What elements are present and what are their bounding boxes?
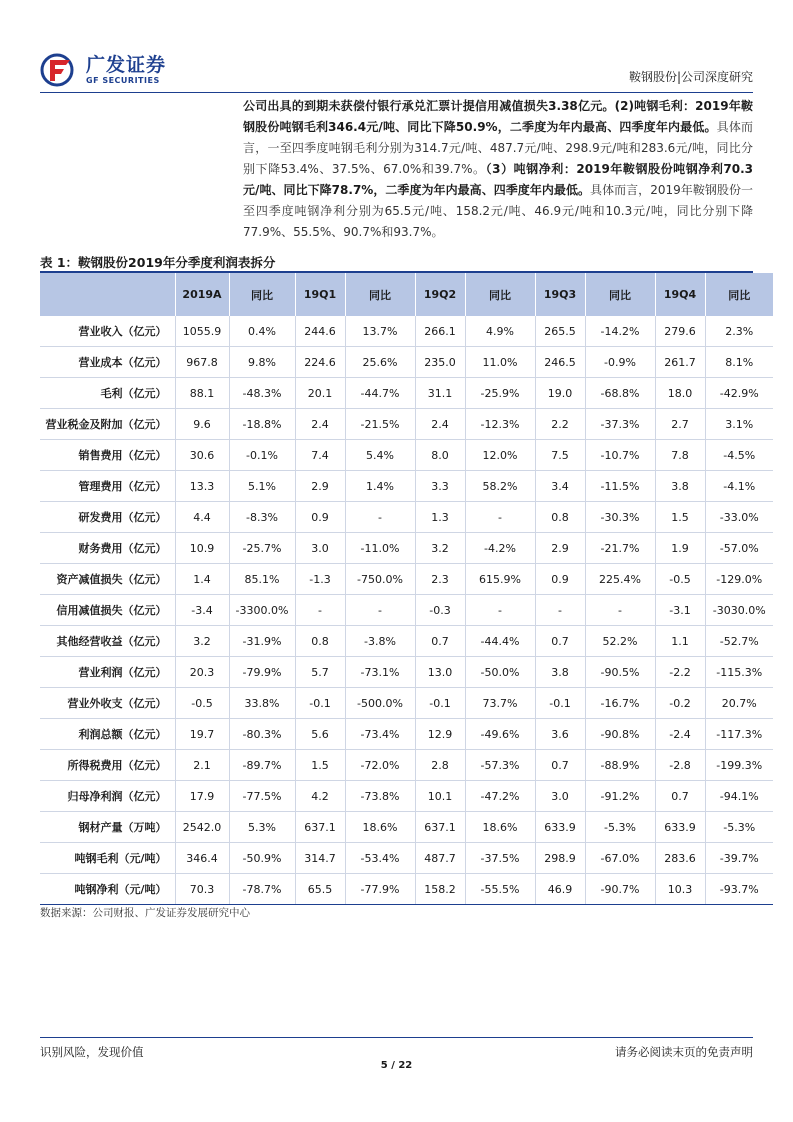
table-cell: 2.9 [535, 533, 585, 564]
table-cell: -30.3% [585, 502, 655, 533]
table-cell: 18.6% [345, 812, 415, 843]
table-cell: 5.4% [345, 440, 415, 471]
table-cell: 33.8% [229, 688, 295, 719]
table-cell: -73.8% [345, 781, 415, 812]
table-cell: 52.2% [585, 626, 655, 657]
column-header: 19Q4 [655, 273, 705, 316]
table-cell: -53.4% [345, 843, 415, 874]
table-cell: - [465, 595, 535, 626]
table-cell: -47.2% [465, 781, 535, 812]
table-cell: 5.1% [229, 471, 295, 502]
logo-chinese-name: 广发证券 [86, 54, 167, 76]
table-cell: -48.3% [229, 378, 295, 409]
table-cell: -73.4% [345, 719, 415, 750]
logo-english-name: GF SECURITIES [86, 76, 160, 85]
table-cell: 1.9 [655, 533, 705, 564]
table-cell: 2.3 [415, 564, 465, 595]
table-cell: -8.3% [229, 502, 295, 533]
table-cell: 225.4% [585, 564, 655, 595]
body-text-bold-3: （3）吨钢净利：2019年鞍钢股份吨钢净利70.3元/吨、同比下降78.7%，二季度为年内最高、四季度年内最低。 [243, 162, 753, 197]
table-cell: -72.0% [345, 750, 415, 781]
row-label: 研发费用（亿元） [40, 502, 175, 533]
table-cell: -16.7% [585, 688, 655, 719]
data-source-note: 数据来源：公司财报、广发证券发展研究中心 [40, 907, 250, 919]
row-label: 归母净利润（亿元） [40, 781, 175, 812]
table-cell: 20.7% [705, 688, 773, 719]
table-cell: -0.9% [585, 347, 655, 378]
company-logo [40, 52, 166, 88]
column-header: 19Q2 [415, 273, 465, 316]
table-cell: -44.4% [465, 626, 535, 657]
table-cell: 10.9 [175, 533, 229, 564]
table-cell: 2.7 [655, 409, 705, 440]
table-cell: -33.0% [705, 502, 773, 533]
table-cell: 2.9 [295, 471, 345, 502]
table-cell: 2542.0 [175, 812, 229, 843]
table-cell: 3.2 [175, 626, 229, 657]
row-label: 财务费用（亿元） [40, 533, 175, 564]
table-cell: 1.5 [655, 502, 705, 533]
table-cell: -94.1% [705, 781, 773, 812]
table-cell: 3.6 [535, 719, 585, 750]
table-cell: 9.6 [175, 409, 229, 440]
table-cell: - [585, 595, 655, 626]
table-cell: 18.6% [465, 812, 535, 843]
table-row [40, 626, 773, 657]
table-cell: 7.5 [535, 440, 585, 471]
table-row [40, 595, 773, 626]
table-cell: -90.5% [585, 657, 655, 688]
table-cell: -67.0% [585, 843, 655, 874]
table-cell: 244.6 [295, 316, 345, 347]
table-cell: -5.3% [705, 812, 773, 843]
table-cell: -79.9% [229, 657, 295, 688]
column-header: 19Q1 [295, 273, 345, 316]
row-label: 资产减值损失（亿元） [40, 564, 175, 595]
table-cell: 12.0% [465, 440, 535, 471]
table-cell: 2.4 [295, 409, 345, 440]
table-cell: -88.9% [585, 750, 655, 781]
table-cell: 3.2 [415, 533, 465, 564]
table-cell: 0.9 [535, 564, 585, 595]
table-cell: 3.4 [535, 471, 585, 502]
table-cell: -0.2 [655, 688, 705, 719]
table-cell: 0.7 [415, 626, 465, 657]
table-cell: 18.0 [655, 378, 705, 409]
table-row [40, 533, 773, 564]
table-cell: -80.3% [229, 719, 295, 750]
table-cell: 3.0 [295, 533, 345, 564]
footer-disclaimer: 请务必阅读末页的免责声明 [615, 1045, 753, 1059]
table-cell: 637.1 [415, 812, 465, 843]
table-row [40, 502, 773, 533]
page-number: 5 / 22 [380, 1060, 413, 1071]
profit-statement-table [40, 273, 773, 905]
table-cell: 158.2 [415, 874, 465, 905]
table-cell: -199.3% [705, 750, 773, 781]
table-cell: - [295, 595, 345, 626]
table-cell: -2.8 [655, 750, 705, 781]
table-row [40, 750, 773, 781]
table-cell: -21.7% [585, 533, 655, 564]
table-cell: 1.4% [345, 471, 415, 502]
table-cell: 2.2 [535, 409, 585, 440]
table-cell: 5.7 [295, 657, 345, 688]
table-cell: -37.5% [465, 843, 535, 874]
table-cell: -68.8% [585, 378, 655, 409]
table-cell: 7.8 [655, 440, 705, 471]
table-cell: 0.7 [535, 750, 585, 781]
table-cell: 0.9 [295, 502, 345, 533]
table-cell: -4.5% [705, 440, 773, 471]
column-header: 同比 [465, 273, 535, 316]
table-cell: -11.0% [345, 533, 415, 564]
table-cell: 487.7 [415, 843, 465, 874]
table-cell: 261.7 [655, 347, 705, 378]
table-cell: -57.3% [465, 750, 535, 781]
table-row [40, 409, 773, 440]
row-label: 所得税费用（亿元） [40, 750, 175, 781]
table-cell: -0.5 [655, 564, 705, 595]
table-cell: 1.3 [415, 502, 465, 533]
table-cell: -90.8% [585, 719, 655, 750]
table-cell: 88.1 [175, 378, 229, 409]
header-divider [40, 92, 753, 93]
table-cell: 4.2 [295, 781, 345, 812]
row-label: 营业税金及附加（亿元） [40, 409, 175, 440]
table-cell: 0.4% [229, 316, 295, 347]
table-cell: 2.3% [705, 316, 773, 347]
column-header: 2019A [175, 273, 229, 316]
table-cell: 967.8 [175, 347, 229, 378]
table-cell: -2.4 [655, 719, 705, 750]
table-cell: 4.4 [175, 502, 229, 533]
table-cell: 70.3 [175, 874, 229, 905]
table-cell: 58.2% [465, 471, 535, 502]
table-cell: -42.9% [705, 378, 773, 409]
table-cell: 46.9 [535, 874, 585, 905]
table-cell: 8.0 [415, 440, 465, 471]
table-cell: -37.3% [585, 409, 655, 440]
table-cell: -0.1 [535, 688, 585, 719]
table-cell: -1.3 [295, 564, 345, 595]
table-cell: -129.0% [705, 564, 773, 595]
table-cell: -93.7% [705, 874, 773, 905]
table-cell: 633.9 [655, 812, 705, 843]
table-cell: - [535, 595, 585, 626]
table-cell: 3.8 [535, 657, 585, 688]
table-cell: -31.9% [229, 626, 295, 657]
row-label: 管理费用（亿元） [40, 471, 175, 502]
table-cell: -78.7% [229, 874, 295, 905]
table-cell: 1.4 [175, 564, 229, 595]
table-row [40, 378, 773, 409]
table-cell: -2.2 [655, 657, 705, 688]
body-text-regular-2: 具体而言，2019年鞍钢股份一至四季度吨钢净利分别为65.5元/吨、158.2元/吨、46.9元/吨和10.3元/吨，同比分别下降77.9%、55.5%、90.7%和93.7%。 [243, 183, 753, 239]
column-header: 19Q3 [535, 273, 585, 316]
table-cell: 5.6 [295, 719, 345, 750]
table-cell: -0.1 [295, 688, 345, 719]
table-cell: 235.0 [415, 347, 465, 378]
table-cell: -750.0% [345, 564, 415, 595]
row-label: 其他经营收益（亿元） [40, 626, 175, 657]
table-cell: 5.3% [229, 812, 295, 843]
table-row [40, 316, 773, 347]
table-cell: 85.1% [229, 564, 295, 595]
gf-logo-icon [40, 52, 80, 88]
table-cell: -11.5% [585, 471, 655, 502]
table-cell: 637.1 [295, 812, 345, 843]
table-row [40, 781, 773, 812]
table-cell: 20.3 [175, 657, 229, 688]
table-cell: -44.7% [345, 378, 415, 409]
body-paragraph [243, 96, 753, 243]
table-cell: -39.7% [705, 843, 773, 874]
column-header: 同比 [705, 273, 773, 316]
table-cell: 25.6% [345, 347, 415, 378]
table-cell: -500.0% [345, 688, 415, 719]
table-cell: -18.8% [229, 409, 295, 440]
table-cell: 2.8 [415, 750, 465, 781]
table-cell: -0.3 [415, 595, 465, 626]
table-cell: 10.1 [415, 781, 465, 812]
table-cell: 20.1 [295, 378, 345, 409]
table-cell: 1055.9 [175, 316, 229, 347]
table-cell: 7.4 [295, 440, 345, 471]
table-cell: 298.9 [535, 843, 585, 874]
column-header [40, 273, 175, 316]
table-cell: 3.0 [535, 781, 585, 812]
table-cell: -3300.0% [229, 595, 295, 626]
row-label: 信用减值损失（亿元） [40, 595, 175, 626]
table-row [40, 564, 773, 595]
table-cell: 10.3 [655, 874, 705, 905]
table-row [40, 874, 773, 905]
table-cell: 3.8 [655, 471, 705, 502]
table-cell: -49.6% [465, 719, 535, 750]
table-cell: 73.7% [465, 688, 535, 719]
table-cell: 2.1 [175, 750, 229, 781]
table-cell: -21.5% [345, 409, 415, 440]
table-cell: 4.9% [465, 316, 535, 347]
row-label: 营业外收支（亿元） [40, 688, 175, 719]
table-cell: 2.4 [415, 409, 465, 440]
table-cell: 31.1 [415, 378, 465, 409]
table-cell: 346.4 [175, 843, 229, 874]
table-cell: -90.7% [585, 874, 655, 905]
table-cell: -73.1% [345, 657, 415, 688]
table-cell: 615.9% [465, 564, 535, 595]
table-cell: -77.9% [345, 874, 415, 905]
table-cell: 19.0 [535, 378, 585, 409]
table-cell: 1.5 [295, 750, 345, 781]
table-cell: -0.5 [175, 688, 229, 719]
table-cell: 8.1% [705, 347, 773, 378]
column-header: 同比 [585, 273, 655, 316]
table-row [40, 471, 773, 502]
row-label: 吨钢净利（元/吨） [40, 874, 175, 905]
table-cell: -115.3% [705, 657, 773, 688]
page-header [40, 48, 753, 94]
table-cell: 30.6 [175, 440, 229, 471]
table-cell: -50.9% [229, 843, 295, 874]
table-cell: 633.9 [535, 812, 585, 843]
table-cell: 283.6 [655, 843, 705, 874]
table-cell: -91.2% [585, 781, 655, 812]
table-cell: -0.1% [229, 440, 295, 471]
table-cell: -25.9% [465, 378, 535, 409]
row-label: 毛利（亿元） [40, 378, 175, 409]
table-cell: 12.9 [415, 719, 465, 750]
table-cell: 13.0 [415, 657, 465, 688]
footer-divider [40, 1037, 753, 1038]
body-text-bold-2: 2019年鞍钢股份吨钢毛利346.4元/吨、同比下降50.9%，二季度为年内最高、四季度年内最低。 [243, 99, 753, 134]
table-cell: 314.7 [295, 843, 345, 874]
table-cell: 224.6 [295, 347, 345, 378]
table-cell: 0.8 [535, 502, 585, 533]
table-cell: - [345, 595, 415, 626]
table-cell: -0.1 [415, 688, 465, 719]
table-cell: -89.7% [229, 750, 295, 781]
table-cell: 0.7 [535, 626, 585, 657]
table-cell: 1.1 [655, 626, 705, 657]
table-row [40, 657, 773, 688]
table-row [40, 347, 773, 378]
table-cell: 11.0% [465, 347, 535, 378]
table-cell: -3.8% [345, 626, 415, 657]
table-cell: 246.5 [535, 347, 585, 378]
table-cell: - [345, 502, 415, 533]
row-label: 钢材产量（万吨） [40, 812, 175, 843]
table-cell: -3030.0% [705, 595, 773, 626]
table-cell: 13.7% [345, 316, 415, 347]
table-row [40, 812, 773, 843]
row-label: 吨钢毛利（元/吨） [40, 843, 175, 874]
table-header-row [40, 273, 773, 316]
table-cell: -25.7% [229, 533, 295, 564]
table-cell: -4.1% [705, 471, 773, 502]
column-header: 同比 [229, 273, 295, 316]
table-cell: -55.5% [465, 874, 535, 905]
table-cell: 3.1% [705, 409, 773, 440]
body-text-bold-1: 公司出具的到期未获偿付银行承兑汇票计提信用减值损失3.38亿元。(2)吨钢毛利： [243, 99, 696, 113]
table-cell: 19.7 [175, 719, 229, 750]
table-cell: 0.8 [295, 626, 345, 657]
table-cell: - [465, 502, 535, 533]
table-row [40, 719, 773, 750]
table-row [40, 440, 773, 471]
row-label: 利润总额（亿元） [40, 719, 175, 750]
table-cell: 13.3 [175, 471, 229, 502]
table-cell: 266.1 [415, 316, 465, 347]
table-cell: -50.0% [465, 657, 535, 688]
table-cell: -52.7% [705, 626, 773, 657]
table-row [40, 688, 773, 719]
table-cell: 17.9 [175, 781, 229, 812]
report-tag: 鞍钢股份|公司深度研究 [628, 70, 753, 84]
table-cell: -5.3% [585, 812, 655, 843]
table-cell: 265.5 [535, 316, 585, 347]
table-cell: 279.6 [655, 316, 705, 347]
table-row [40, 843, 773, 874]
body-text-regular-1: 具体而言，一至四季度吨钢毛利分别为314.7元/吨、487.7元/吨、298.9元/吨和283.6元/吨，同比分别下降53.4%、37.5%、67.0%和39.7%。 [243, 120, 753, 176]
table-title: 表 1：鞍钢股份2019年分季度利润表拆分 [40, 255, 276, 270]
table-cell: 9.8% [229, 347, 295, 378]
row-label: 营业成本（亿元） [40, 347, 175, 378]
table-cell: -4.2% [465, 533, 535, 564]
row-label: 销售费用（亿元） [40, 440, 175, 471]
table-cell: -117.3% [705, 719, 773, 750]
table-cell: -14.2% [585, 316, 655, 347]
row-label: 营业收入（亿元） [40, 316, 175, 347]
table-cell: 0.7 [655, 781, 705, 812]
table-cell: -12.3% [465, 409, 535, 440]
footer-slogan: 识别风险，发现价值 [40, 1045, 144, 1059]
table-cell: -77.5% [229, 781, 295, 812]
table-cell: -10.7% [585, 440, 655, 471]
table-cell: 3.3 [415, 471, 465, 502]
row-label: 营业利润（亿元） [40, 657, 175, 688]
table-cell: -3.4 [175, 595, 229, 626]
table-cell: 65.5 [295, 874, 345, 905]
table-cell: -3.1 [655, 595, 705, 626]
column-header: 同比 [345, 273, 415, 316]
table-cell: -57.0% [705, 533, 773, 564]
